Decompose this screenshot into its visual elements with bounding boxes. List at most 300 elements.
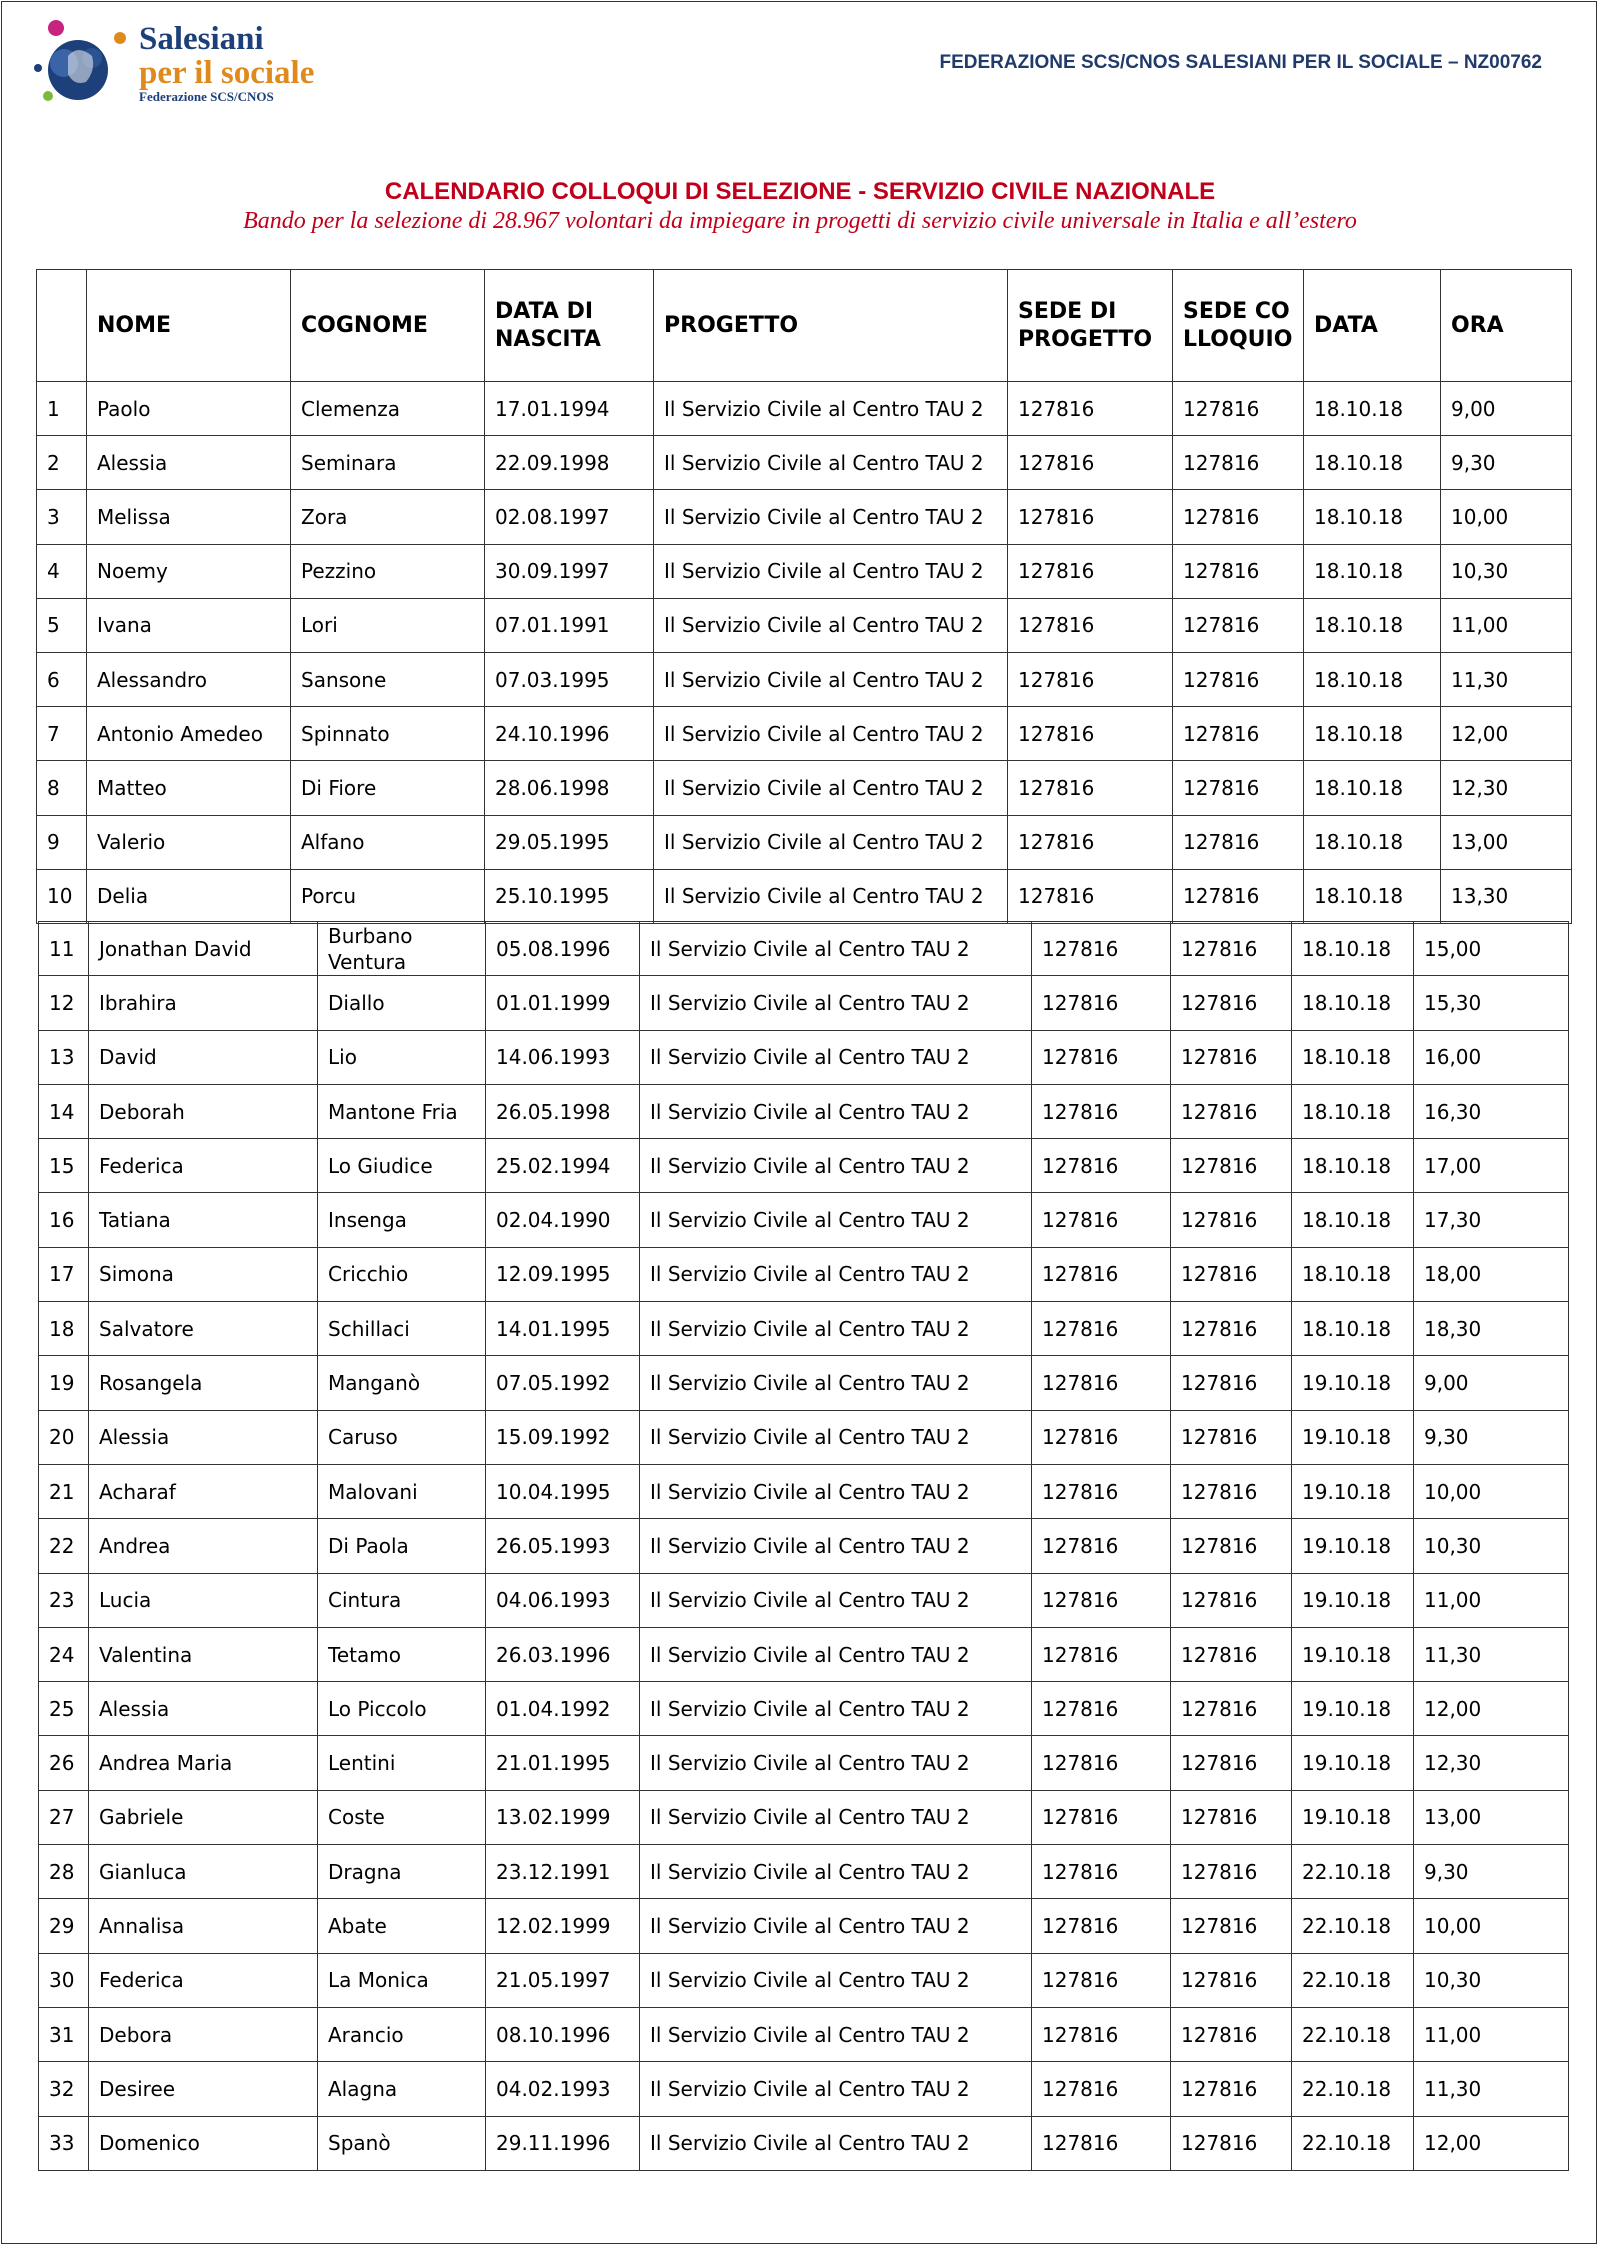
table-row xyxy=(39,1573,1569,1627)
cell-nome: Gabriele xyxy=(89,1790,318,1844)
cell-sede-colloquio: 127816 xyxy=(1171,1573,1292,1627)
cell-nome: Rosangela xyxy=(89,1356,318,1410)
cell-ora: 12,30 xyxy=(1441,761,1572,815)
cell-row-index: 7 xyxy=(37,707,87,761)
cell-sede-di-progetto: 127816 xyxy=(1032,1030,1171,1084)
cell-cognome: Burbano Ventura xyxy=(318,922,486,976)
cell-progetto: Il Servizio Civile al Centro TAU 2 xyxy=(640,1084,1032,1138)
cell-sede-di-progetto: 127816 xyxy=(1032,1193,1171,1247)
cell-data: 18.10.18 xyxy=(1292,1193,1414,1247)
table-row xyxy=(37,490,1572,544)
cell-cognome: Dragna xyxy=(318,1845,486,1899)
cell-ora: 17,00 xyxy=(1414,1139,1569,1193)
cell-sede-di-progetto: 127816 xyxy=(1032,1682,1171,1736)
cell-progetto: Il Servizio Civile al Centro TAU 2 xyxy=(654,869,1008,923)
table-row xyxy=(39,976,1569,1030)
cell-sede-di-progetto: 127816 xyxy=(1032,1845,1171,1899)
cell-sede-colloquio: 127816 xyxy=(1171,1084,1292,1138)
cell-data: 18.10.18 xyxy=(1304,598,1441,652)
cell-nome: Delia xyxy=(87,869,291,923)
table-row xyxy=(39,1953,1569,2007)
cell-sede-colloquio: 127816 xyxy=(1173,436,1304,490)
cell-nome: Alessia xyxy=(87,436,291,490)
cell-nome: Ibrahira xyxy=(89,976,318,1030)
cell-sede-di-progetto: 127816 xyxy=(1032,2007,1171,2061)
cell-ora: 18,30 xyxy=(1414,1302,1569,1356)
cell-ora: 9,30 xyxy=(1414,1410,1569,1464)
cell-data-di-nascita: 15.09.1992 xyxy=(486,1410,640,1464)
cell-row-index: 33 xyxy=(39,2116,89,2170)
cell-ora: 18,00 xyxy=(1414,1247,1569,1301)
cell-sede-di-progetto: 127816 xyxy=(1008,761,1173,815)
cell-data-di-nascita: 21.01.1995 xyxy=(486,1736,640,1790)
cell-progetto: Il Servizio Civile al Centro TAU 2 xyxy=(640,1736,1032,1790)
cell-row-index: 12 xyxy=(39,976,89,1030)
cell-progetto: Il Servizio Civile al Centro TAU 2 xyxy=(640,1682,1032,1736)
cell-nome: Noemy xyxy=(87,544,291,598)
cell-data: 19.10.18 xyxy=(1292,1464,1414,1518)
cell-data: 18.10.18 xyxy=(1292,1030,1414,1084)
cell-nome: Alessia xyxy=(89,1410,318,1464)
cell-cognome: Alagna xyxy=(318,2062,486,2116)
cell-row-index: 30 xyxy=(39,1953,89,2007)
cell-nome: Alessia xyxy=(89,1682,318,1736)
cell-data: 18.10.18 xyxy=(1292,1302,1414,1356)
cell-data: 22.10.18 xyxy=(1292,1899,1414,1953)
cell-sede-di-progetto: 127816 xyxy=(1032,1302,1171,1356)
cell-nome: Andrea Maria xyxy=(89,1736,318,1790)
cell-row-index: 1 xyxy=(37,382,87,436)
schedule-table-part-1 xyxy=(36,269,1572,924)
cell-sede-di-progetto: 127816 xyxy=(1008,598,1173,652)
cell-data: 18.10.18 xyxy=(1304,544,1441,598)
cell-sede-colloquio: 127816 xyxy=(1173,382,1304,436)
cell-ora: 11,30 xyxy=(1414,1627,1569,1681)
cell-row-index: 13 xyxy=(39,1030,89,1084)
cell-data: 22.10.18 xyxy=(1292,2116,1414,2170)
cell-nome: Valentina xyxy=(89,1627,318,1681)
cell-cognome: Di Paola xyxy=(318,1519,486,1573)
cell-data-di-nascita: 26.03.1996 xyxy=(486,1627,640,1681)
cell-data-di-nascita: 17.01.1994 xyxy=(485,382,654,436)
cell-sede-di-progetto: 127816 xyxy=(1032,2116,1171,2170)
cell-cognome: Lo Piccolo xyxy=(318,1682,486,1736)
cell-ora: 12,00 xyxy=(1441,707,1572,761)
table-row xyxy=(37,436,1572,490)
cell-sede-colloquio: 127816 xyxy=(1173,490,1304,544)
cell-cognome: Lio xyxy=(318,1030,486,1084)
table-row xyxy=(39,1302,1569,1356)
cell-ora: 10,00 xyxy=(1414,1899,1569,1953)
cell-data: 18.10.18 xyxy=(1304,869,1441,923)
cell-data-di-nascita: 29.11.1996 xyxy=(486,2116,640,2170)
cell-nome: Debora xyxy=(89,2007,318,2061)
cell-nome: Melissa xyxy=(87,490,291,544)
cell-sede-di-progetto: 127816 xyxy=(1032,1573,1171,1627)
cell-cognome: Spanò xyxy=(318,2116,486,2170)
cell-row-index: 4 xyxy=(37,544,87,598)
cell-sede-colloquio: 127816 xyxy=(1171,1845,1292,1899)
cell-data-di-nascita: 07.03.1995 xyxy=(485,652,654,706)
cell-cognome: Pezzino xyxy=(291,544,485,598)
cell-sede-di-progetto: 127816 xyxy=(1008,436,1173,490)
cell-row-index: 26 xyxy=(39,1736,89,1790)
cell-data: 19.10.18 xyxy=(1292,1682,1414,1736)
cell-sede-di-progetto: 127816 xyxy=(1032,1953,1171,2007)
cell-row-index: 19 xyxy=(39,1356,89,1410)
cell-data-di-nascita: 02.08.1997 xyxy=(485,490,654,544)
cell-data: 22.10.18 xyxy=(1292,1845,1414,1899)
cell-sede-colloquio: 127816 xyxy=(1171,1193,1292,1247)
cell-nome: Lucia xyxy=(89,1573,318,1627)
cell-data-di-nascita: 13.02.1999 xyxy=(486,1790,640,1844)
table-row xyxy=(37,598,1572,652)
cell-sede-di-progetto: 127816 xyxy=(1032,1247,1171,1301)
cell-sede-colloquio: 127816 xyxy=(1171,1682,1292,1736)
header-data: DATA xyxy=(1304,270,1441,382)
cell-ora: 10,00 xyxy=(1441,490,1572,544)
cell-cognome: Coste xyxy=(318,1790,486,1844)
cell-nome: Ivana xyxy=(87,598,291,652)
cell-nome: Acharaf xyxy=(89,1464,318,1518)
cell-nome: Domenico xyxy=(89,2116,318,2170)
table-row xyxy=(37,815,1572,869)
cell-data: 18.10.18 xyxy=(1304,707,1441,761)
table-row xyxy=(39,922,1569,976)
cell-row-index: 18 xyxy=(39,1302,89,1356)
cell-nome: Andrea xyxy=(89,1519,318,1573)
cell-data-di-nascita: 29.05.1995 xyxy=(485,815,654,869)
cell-row-index: 9 xyxy=(37,815,87,869)
cell-progetto: Il Servizio Civile al Centro TAU 2 xyxy=(640,1627,1032,1681)
cell-progetto: Il Servizio Civile al Centro TAU 2 xyxy=(654,761,1008,815)
cell-sede-colloquio: 127816 xyxy=(1173,652,1304,706)
cell-ora: 9,00 xyxy=(1441,382,1572,436)
cell-ora: 11,00 xyxy=(1414,2007,1569,2061)
cell-progetto: Il Servizio Civile al Centro TAU 2 xyxy=(640,1790,1032,1844)
cell-sede-colloquio: 127816 xyxy=(1173,869,1304,923)
cell-cognome: Lo Giudice xyxy=(318,1139,486,1193)
header-data-di-nascita: DATA DI NASCITA xyxy=(485,270,654,382)
cell-progetto: Il Servizio Civile al Centro TAU 2 xyxy=(654,490,1008,544)
cell-data: 18.10.18 xyxy=(1292,1247,1414,1301)
cell-sede-colloquio: 127816 xyxy=(1171,1790,1292,1844)
cell-ora: 10,30 xyxy=(1414,1953,1569,2007)
cell-cognome: Clemenza xyxy=(291,382,485,436)
cell-nome: Desiree xyxy=(89,2062,318,2116)
organization-header: FEDERAZIONE SCS/CNOS SALESIANI PER IL SOCIALE – NZ00762 xyxy=(939,52,1542,73)
cell-data: 19.10.18 xyxy=(1292,1519,1414,1573)
cell-cognome: Zora xyxy=(291,490,485,544)
table-row xyxy=(39,1899,1569,1953)
cell-cognome: Sansone xyxy=(291,652,485,706)
logo-text-salesiani: Salesiani xyxy=(139,21,264,57)
logo-mark-icon xyxy=(34,18,134,128)
cell-data-di-nascita: 25.02.1994 xyxy=(486,1139,640,1193)
cell-progetto: Il Servizio Civile al Centro TAU 2 xyxy=(654,436,1008,490)
table-header-row xyxy=(37,270,1572,382)
cell-nome: Gianluca xyxy=(89,1845,318,1899)
logo-text-per-il-sociale: per il sociale xyxy=(139,55,315,91)
cell-sede-di-progetto: 127816 xyxy=(1032,1627,1171,1681)
cell-progetto: Il Servizio Civile al Centro TAU 2 xyxy=(640,1302,1032,1356)
cell-sede-di-progetto: 127816 xyxy=(1032,1899,1171,1953)
cell-row-index: 2 xyxy=(37,436,87,490)
cell-sede-colloquio: 127816 xyxy=(1173,815,1304,869)
cell-sede-colloquio: 127816 xyxy=(1173,544,1304,598)
cell-nome: Federica xyxy=(89,1139,318,1193)
cell-nome: Paolo xyxy=(87,382,291,436)
cell-sede-di-progetto: 127816 xyxy=(1032,1464,1171,1518)
cell-data-di-nascita: 30.09.1997 xyxy=(485,544,654,598)
cell-data: 18.10.18 xyxy=(1292,922,1414,976)
cell-data-di-nascita: 07.05.1992 xyxy=(486,1356,640,1410)
cell-sede-di-progetto: 127816 xyxy=(1008,652,1173,706)
cell-sede-colloquio: 127816 xyxy=(1171,2007,1292,2061)
header-sede-di-progetto: SEDE DI PROGETTO xyxy=(1008,270,1173,382)
cell-row-index: 10 xyxy=(37,869,87,923)
cell-progetto: Il Servizio Civile al Centro TAU 2 xyxy=(654,544,1008,598)
cell-nome: Deborah xyxy=(89,1084,318,1138)
cell-data: 22.10.18 xyxy=(1292,1953,1414,2007)
cell-sede-colloquio: 127816 xyxy=(1173,598,1304,652)
table-row xyxy=(37,544,1572,598)
cell-row-index: 20 xyxy=(39,1410,89,1464)
table-row xyxy=(37,869,1572,923)
cell-ora: 11,30 xyxy=(1441,652,1572,706)
cell-data: 18.10.18 xyxy=(1304,436,1441,490)
cell-sede-colloquio: 127816 xyxy=(1171,1139,1292,1193)
cell-cognome: Caruso xyxy=(318,1410,486,1464)
cell-sede-colloquio: 127816 xyxy=(1171,2116,1292,2170)
cell-sede-di-progetto: 127816 xyxy=(1032,1356,1171,1410)
cell-ora: 9,30 xyxy=(1441,436,1572,490)
table-row xyxy=(39,1682,1569,1736)
cell-cognome: Tetamo xyxy=(318,1627,486,1681)
table-row xyxy=(39,1464,1569,1518)
cell-ora: 12,00 xyxy=(1414,1682,1569,1736)
cell-ora: 12,00 xyxy=(1414,2116,1569,2170)
cell-cognome: Manganò xyxy=(318,1356,486,1410)
cell-data-di-nascita: 24.10.1996 xyxy=(485,707,654,761)
cell-cognome: Schillaci xyxy=(318,1302,486,1356)
cell-ora: 13,30 xyxy=(1441,869,1572,923)
cell-ora: 10,30 xyxy=(1414,1519,1569,1573)
cell-data-di-nascita: 26.05.1998 xyxy=(486,1084,640,1138)
cell-row-index: 32 xyxy=(39,2062,89,2116)
salesiani-logo xyxy=(34,18,334,128)
cell-progetto: Il Servizio Civile al Centro TAU 2 xyxy=(640,1845,1032,1899)
cell-data-di-nascita: 25.10.1995 xyxy=(485,869,654,923)
cell-sede-colloquio: 127816 xyxy=(1171,1899,1292,1953)
cell-cognome: Mantone Fria xyxy=(318,1084,486,1138)
cell-sede-di-progetto: 127816 xyxy=(1032,922,1171,976)
cell-ora: 10,00 xyxy=(1414,1464,1569,1518)
cell-cognome: Cintura xyxy=(318,1573,486,1627)
cell-progetto: Il Servizio Civile al Centro TAU 2 xyxy=(654,815,1008,869)
cell-ora: 13,00 xyxy=(1441,815,1572,869)
cell-row-index: 31 xyxy=(39,2007,89,2061)
cell-sede-di-progetto: 127816 xyxy=(1032,2062,1171,2116)
cell-nome: David xyxy=(89,1030,318,1084)
cell-data: 18.10.18 xyxy=(1304,815,1441,869)
cell-sede-colloquio: 127816 xyxy=(1173,761,1304,815)
cell-data-di-nascita: 23.12.1991 xyxy=(486,1845,640,1899)
cell-progetto: Il Servizio Civile al Centro TAU 2 xyxy=(654,707,1008,761)
cell-progetto: Il Servizio Civile al Centro TAU 2 xyxy=(640,2007,1032,2061)
cell-ora: 16,00 xyxy=(1414,1030,1569,1084)
cell-data-di-nascita: 14.01.1995 xyxy=(486,1302,640,1356)
cell-row-index: 15 xyxy=(39,1139,89,1193)
table-row xyxy=(39,1193,1569,1247)
cell-sede-colloquio: 127816 xyxy=(1171,1356,1292,1410)
cell-data: 22.10.18 xyxy=(1292,2007,1414,2061)
cell-row-index: 8 xyxy=(37,761,87,815)
cell-progetto: Il Servizio Civile al Centro TAU 2 xyxy=(654,598,1008,652)
cell-sede-colloquio: 127816 xyxy=(1171,1302,1292,1356)
cell-progetto: Il Servizio Civile al Centro TAU 2 xyxy=(654,382,1008,436)
cell-nome: Simona xyxy=(89,1247,318,1301)
cell-ora: 15,30 xyxy=(1414,976,1569,1030)
cell-progetto: Il Servizio Civile al Centro TAU 2 xyxy=(640,1573,1032,1627)
cell-cognome: Alfano xyxy=(291,815,485,869)
cell-sede-di-progetto: 127816 xyxy=(1008,544,1173,598)
cell-nome: Salvatore xyxy=(89,1302,318,1356)
table-row xyxy=(39,1139,1569,1193)
cell-cognome: Di Fiore xyxy=(291,761,485,815)
cell-row-index: 29 xyxy=(39,1899,89,1953)
cell-progetto: Il Servizio Civile al Centro TAU 2 xyxy=(640,1953,1032,2007)
table-row xyxy=(39,1030,1569,1084)
cell-data-di-nascita: 21.05.1997 xyxy=(486,1953,640,2007)
cell-data: 18.10.18 xyxy=(1304,652,1441,706)
cell-cognome: Lentini xyxy=(318,1736,486,1790)
cell-row-index: 11 xyxy=(39,922,89,976)
cell-nome: Matteo xyxy=(87,761,291,815)
cell-ora: 17,30 xyxy=(1414,1193,1569,1247)
cell-row-index: 25 xyxy=(39,1682,89,1736)
cell-data: 19.10.18 xyxy=(1292,1410,1414,1464)
cell-sede-colloquio: 127816 xyxy=(1171,922,1292,976)
cell-progetto: Il Servizio Civile al Centro TAU 2 xyxy=(640,1519,1032,1573)
cell-ora: 10,30 xyxy=(1441,544,1572,598)
cell-nome: Valerio xyxy=(87,815,291,869)
cell-nome: Antonio Amedeo xyxy=(87,707,291,761)
cell-data-di-nascita: 05.08.1996 xyxy=(486,922,640,976)
cell-cognome: Malovani xyxy=(318,1464,486,1518)
cell-data-di-nascita: 04.06.1993 xyxy=(486,1573,640,1627)
cell-row-index: 24 xyxy=(39,1627,89,1681)
cell-progetto: Il Servizio Civile al Centro TAU 2 xyxy=(640,1247,1032,1301)
cell-progetto: Il Servizio Civile al Centro TAU 2 xyxy=(640,1356,1032,1410)
cell-data: 19.10.18 xyxy=(1292,1736,1414,1790)
cell-sede-di-progetto: 127816 xyxy=(1032,1790,1171,1844)
cell-progetto: Il Servizio Civile al Centro TAU 2 xyxy=(640,1193,1032,1247)
header-sede-colloquio: SEDE COLLOQUIO xyxy=(1173,270,1304,382)
table-row xyxy=(39,1790,1569,1844)
cell-sede-di-progetto: 127816 xyxy=(1008,869,1173,923)
cell-sede-colloquio: 127816 xyxy=(1171,976,1292,1030)
cell-progetto: Il Servizio Civile al Centro TAU 2 xyxy=(640,1464,1032,1518)
cell-nome: Annalisa xyxy=(89,1899,318,1953)
cell-cognome: Insenga xyxy=(318,1193,486,1247)
cell-cognome: Porcu xyxy=(291,869,485,923)
table-row xyxy=(39,1084,1569,1138)
header-progetto: PROGETTO xyxy=(654,270,1008,382)
cell-sede-colloquio: 127816 xyxy=(1171,1247,1292,1301)
cell-data-di-nascita: 01.04.1992 xyxy=(486,1682,640,1736)
cell-ora: 16,30 xyxy=(1414,1084,1569,1138)
table-row xyxy=(39,2062,1569,2116)
cell-sede-di-progetto: 127816 xyxy=(1008,490,1173,544)
cell-sede-di-progetto: 127816 xyxy=(1008,382,1173,436)
cell-nome: Jonathan David xyxy=(89,922,318,976)
table-row xyxy=(39,1519,1569,1573)
cell-nome: Alessandro xyxy=(87,652,291,706)
cell-ora: 12,30 xyxy=(1414,1736,1569,1790)
cell-sede-di-progetto: 127816 xyxy=(1008,815,1173,869)
cell-row-index: 28 xyxy=(39,1845,89,1899)
cell-data: 18.10.18 xyxy=(1292,1139,1414,1193)
logo-text-federazione: Federazione SCS/CNOS xyxy=(139,89,274,104)
cell-sede-di-progetto: 127816 xyxy=(1032,1084,1171,1138)
cell-data-di-nascita: 14.06.1993 xyxy=(486,1030,640,1084)
cell-ora: 9,30 xyxy=(1414,1845,1569,1899)
cell-nome: Federica xyxy=(89,1953,318,2007)
table-row xyxy=(39,1356,1569,1410)
table-row xyxy=(37,652,1572,706)
cell-ora: 9,00 xyxy=(1414,1356,1569,1410)
cell-progetto: Il Servizio Civile al Centro TAU 2 xyxy=(640,1899,1032,1953)
cell-ora: 11,00 xyxy=(1414,1573,1569,1627)
cell-data-di-nascita: 08.10.1996 xyxy=(486,2007,640,2061)
cell-data: 19.10.18 xyxy=(1292,1573,1414,1627)
table-row xyxy=(37,382,1572,436)
cell-row-index: 5 xyxy=(37,598,87,652)
cell-cognome: La Monica xyxy=(318,1953,486,2007)
cell-row-index: 6 xyxy=(37,652,87,706)
table-row xyxy=(37,707,1572,761)
cell-data-di-nascita: 01.01.1999 xyxy=(486,976,640,1030)
schedule-table-part-2 xyxy=(38,921,1569,2171)
cell-row-index: 3 xyxy=(37,490,87,544)
header-ora: ORA xyxy=(1441,270,1572,382)
cell-cognome: Spinnato xyxy=(291,707,485,761)
cell-row-index: 14 xyxy=(39,1084,89,1138)
cell-data-di-nascita: 26.05.1993 xyxy=(486,1519,640,1573)
cell-data: 19.10.18 xyxy=(1292,1627,1414,1681)
cell-row-index: 21 xyxy=(39,1464,89,1518)
cell-data: 18.10.18 xyxy=(1292,1084,1414,1138)
cell-data: 19.10.18 xyxy=(1292,1790,1414,1844)
cell-cognome: Abate xyxy=(318,1899,486,1953)
cell-progetto: Il Servizio Civile al Centro TAU 2 xyxy=(640,922,1032,976)
cell-progetto: Il Servizio Civile al Centro TAU 2 xyxy=(640,1139,1032,1193)
table-row xyxy=(39,1627,1569,1681)
table-row xyxy=(39,1247,1569,1301)
cell-progetto: Il Servizio Civile al Centro TAU 2 xyxy=(640,1410,1032,1464)
cell-data: 18.10.18 xyxy=(1292,976,1414,1030)
cell-data: 19.10.18 xyxy=(1292,1356,1414,1410)
cell-data-di-nascita: 02.04.1990 xyxy=(486,1193,640,1247)
cell-row-index: 17 xyxy=(39,1247,89,1301)
cell-cognome: Arancio xyxy=(318,2007,486,2061)
cell-cognome: Seminara xyxy=(291,436,485,490)
cell-sede-colloquio: 127816 xyxy=(1171,1519,1292,1573)
table-row xyxy=(39,1845,1569,1899)
cell-ora: 15,00 xyxy=(1414,922,1569,976)
cell-nome: Tatiana xyxy=(89,1193,318,1247)
